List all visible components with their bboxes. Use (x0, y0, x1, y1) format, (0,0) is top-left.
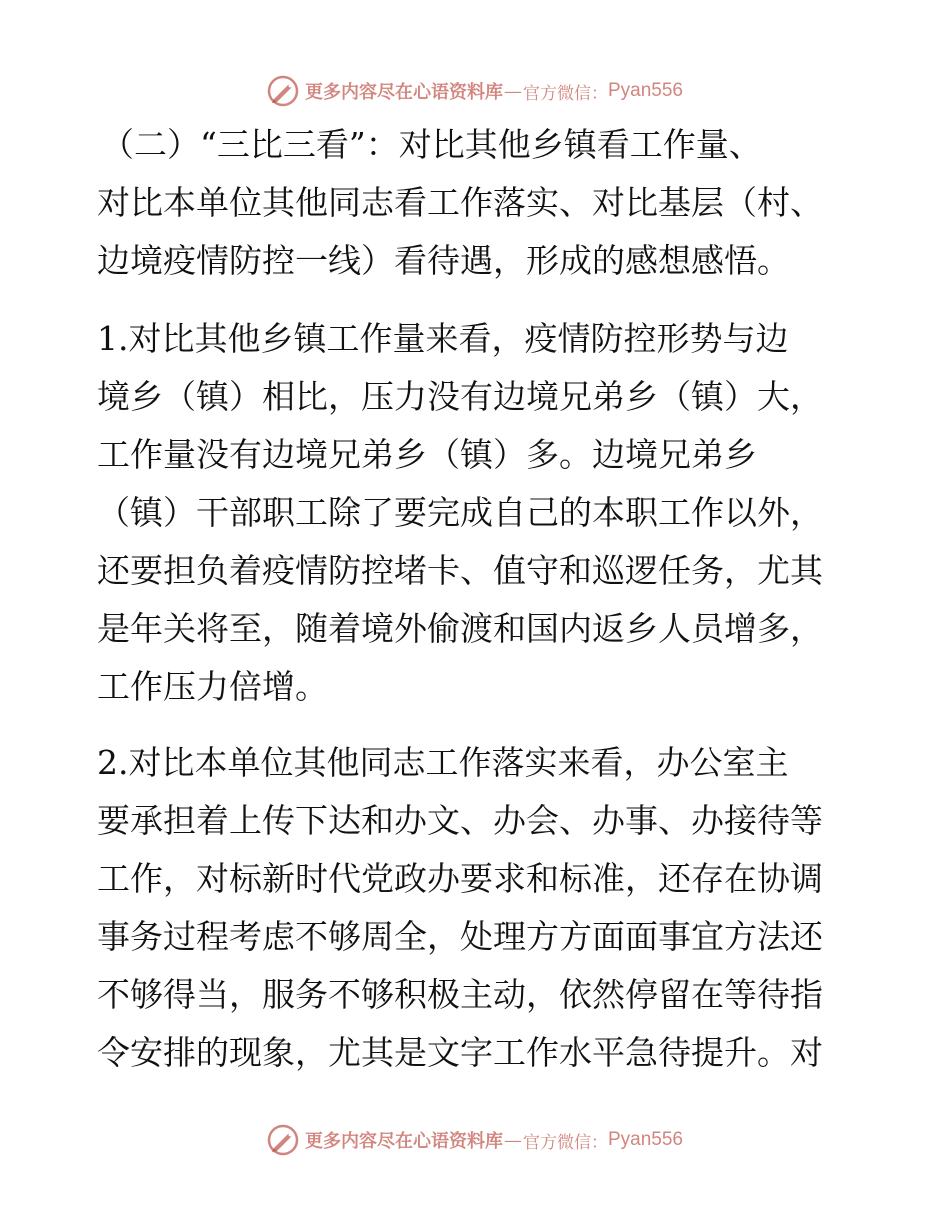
heading-line: 对比本单位其他同志看工作落实、对比基层（村、 (97, 183, 823, 222)
paragraph-line: （镇）干部职工除了要完成自己的本职工作以外， (97, 493, 823, 532)
watermark-wechat-id: Pyan556 (607, 1129, 683, 1150)
watermark-main-text: 更多内容尽在心语资料库 (304, 82, 503, 103)
watermark-separator: — (503, 80, 522, 102)
watermark-footer (0, 1123, 950, 1157)
paragraph-line: 不够得当，服务不够积极主动，依然停留在等待指 (97, 975, 823, 1014)
watermark-header (0, 74, 950, 108)
watermark-wechat-label: 官方微信： (522, 1132, 608, 1153)
watermark-wechat-id: Pyan556 (607, 80, 683, 101)
heading-line: 边境疫情防控一线）看待遇，形成的感想感悟。 (97, 241, 790, 280)
watermark-wechat-label: 官方微信： (522, 83, 608, 104)
paragraph-line: 令安排的现象，尤其是文字工作水平急待提升。对 (97, 1033, 823, 1072)
paragraph-line: 境乡（镇）相比，压力没有边境兄弟乡（镇）大， (97, 377, 823, 416)
paragraph-line: 事务过程考虑不够周全，处理方方面面事宜方法还 (97, 917, 823, 956)
paragraph-line: 工作，对标新时代党政办要求和标准，还存在协调 (97, 859, 823, 898)
paragraph-line: 工作压力倍增。 (97, 667, 328, 706)
paragraph-line: 1.对比其他乡镇工作量来看，疫情防控形势与边 (97, 319, 789, 358)
paragraph-line: 2.对比本单位其他同志工作落实来看，办公室主 (97, 743, 789, 782)
heading-line: （二）“三比三看”：对比其他乡镇看工作量、 (101, 125, 762, 164)
paragraph-line: 要承担着上传下达和办文、办会、办事、办接待等 (97, 801, 823, 840)
paragraph-line: 是年关将至，随着境外偷渡和国内返乡人员增多， (97, 609, 823, 648)
watermark-separator: — (503, 1129, 522, 1151)
paragraph-line: 工作量没有边境兄弟乡（镇）多。边境兄弟乡 (97, 435, 757, 474)
pen-logo-icon (267, 75, 299, 107)
watermark-main-text: 更多内容尽在心语资料库 (304, 1131, 503, 1152)
pen-logo-icon (267, 1124, 299, 1156)
paragraph-line: 还要担负着疫情防控堵卡、值守和巡逻任务，尤其 (97, 551, 823, 590)
